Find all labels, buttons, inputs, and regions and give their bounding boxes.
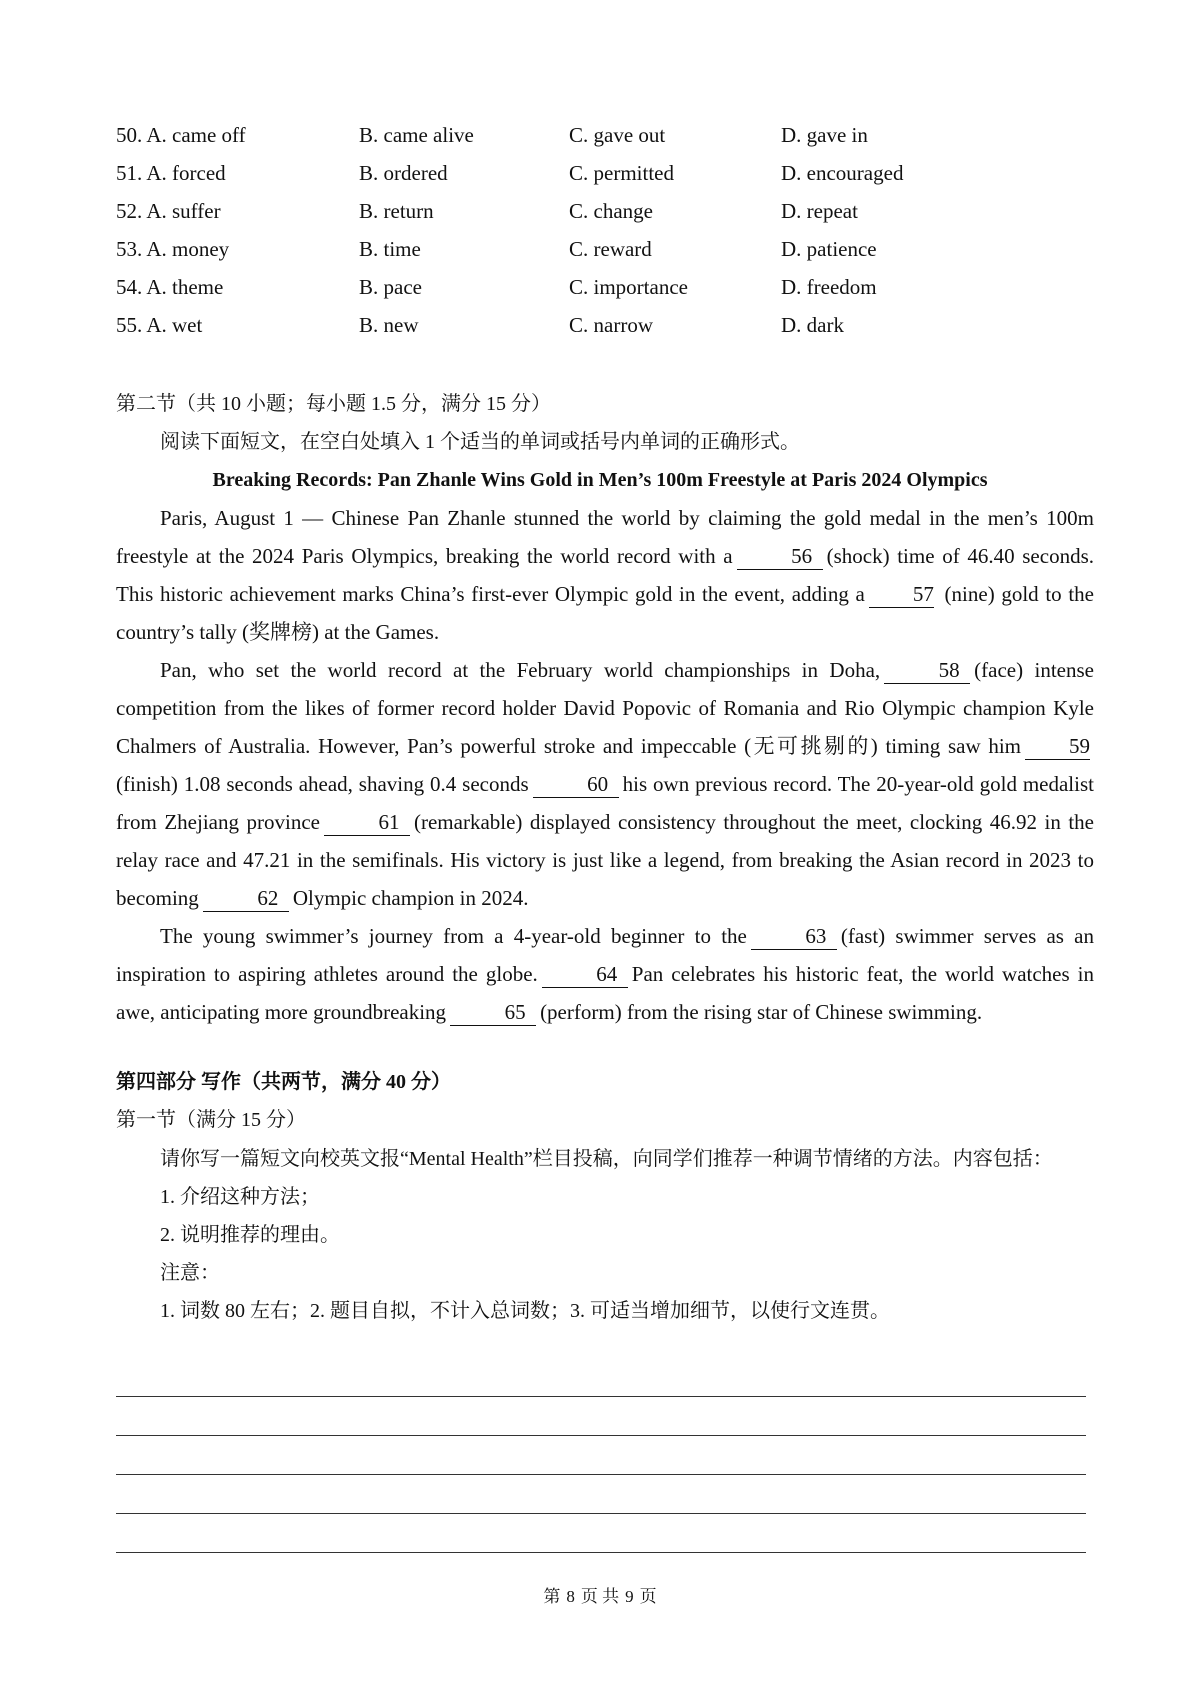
option-c: C. narrow xyxy=(569,313,653,337)
option-row xyxy=(116,230,1001,268)
passage-text: his own previous record. The 20-year-old gold medalist from Zhejiang province xyxy=(116,772,1094,834)
part4-heading: 第四部分 写作（共两节，满分 40 分） xyxy=(116,1071,451,1093)
blank-65: 65 xyxy=(450,999,536,1026)
blank-62: 62 xyxy=(203,885,289,912)
blank-59: 59 xyxy=(1025,733,1090,760)
option-b: B. ordered xyxy=(359,161,448,185)
passage-text: Pan, who set the world record at the February world championships in Doha, xyxy=(160,658,881,682)
paragraph-3 xyxy=(116,917,1094,1031)
answer-line[interactable] xyxy=(116,1552,1086,1553)
answer-line[interactable] xyxy=(116,1435,1086,1436)
option-c: C. reward xyxy=(569,237,652,261)
passage-text: (remarkable) displayed consistency throughout the meet, clocking 46.92 in the relay race and 47.21 in the semifinals. His victory is just like a legend, from breaking the Asian record in 2023 to becoming xyxy=(116,810,1095,910)
option-a: 50. A. came off xyxy=(116,123,246,147)
blank-57: 57 xyxy=(869,581,934,608)
article-title: Breaking Records: Pan Zhanle Wins Gold in Men’s 100m Freestyle at Paris 2024 Olympics xyxy=(212,469,988,491)
blank-56: 56 xyxy=(737,543,823,570)
part4-section1: 第一节（满分 15 分） xyxy=(116,1109,306,1131)
task-item-1: 1. 介绍这种方法； xyxy=(160,1186,320,1208)
passage-text: (shock) time of 46.40 seconds. This historic achievement marks China’s first-ever Olympic gold in the event, adding a xyxy=(116,544,1094,606)
note-text: 1. 词数 80 左右；2. 题目自拟，不计入总词数；3. 可适当增加细节，以使行文连贯。 xyxy=(160,1300,890,1322)
option-b: B. return xyxy=(359,199,434,223)
option-b: B. new xyxy=(359,313,419,337)
option-d: D. freedom xyxy=(781,275,877,299)
passage-text: (fast) swimmer serves as an inspiration to aspiring athletes around the globe. xyxy=(116,924,1094,986)
blank-63: 63 xyxy=(751,923,837,950)
option-a: 52. A. suffer xyxy=(116,199,221,223)
option-c: C. importance xyxy=(569,275,688,299)
answer-line[interactable] xyxy=(116,1396,1086,1397)
note-label: 注意： xyxy=(160,1262,220,1284)
answer-line[interactable] xyxy=(116,1513,1086,1514)
blank-64: 64 xyxy=(542,961,628,988)
answer-line[interactable] xyxy=(116,1474,1086,1475)
option-row xyxy=(116,192,1001,230)
paragraph-1 xyxy=(116,499,1094,651)
footer-page-number: 8 xyxy=(566,1587,575,1606)
blank-60: 60 xyxy=(533,771,619,798)
option-a: 55. A. wet xyxy=(116,313,203,337)
option-a: 54. A. theme xyxy=(116,275,224,299)
option-b: B. pace xyxy=(359,275,422,299)
option-a: 51. A. forced xyxy=(116,161,226,185)
page-footer xyxy=(0,1582,1200,1607)
option-b: B. time xyxy=(359,237,421,261)
passage-text: Olympic champion in 2024. xyxy=(292,886,529,910)
option-row xyxy=(116,306,1001,344)
passage-text: (perform) from the rising star of Chinese swimming. xyxy=(540,1000,983,1024)
option-d: D. dark xyxy=(781,313,844,337)
footer-total-pages: 9 xyxy=(625,1587,634,1606)
option-a: 53. A. money xyxy=(116,237,230,261)
writing-prompt: 请你写一篇短文向校英文报“Mental Health”栏目投稿，向同学们推荐一种调节情绪的方法。内容包括： xyxy=(160,1148,1053,1170)
passage-text: (finish) 1.08 seconds ahead, shaving 0.4 seconds xyxy=(116,772,529,796)
passage-text: Paris, August 1 — Chinese Pan Zhanle stunned the world by claiming the gold medal in the men’s 100m freestyle at the 2024 Paris Olympics, breaking the world record with a xyxy=(116,506,1094,568)
section2-instruction: 阅读下面短文，在空白处填入 1 个适当的单词或括号内单词的正确形式。 xyxy=(160,431,800,453)
article-passage xyxy=(116,499,1094,1031)
option-c: C. change xyxy=(569,199,653,223)
option-d: D. repeat xyxy=(781,199,858,223)
blank-58: 58 xyxy=(884,657,970,684)
writing-lines xyxy=(116,1396,1086,1591)
section2-heading: 第二节（共 10 小题；每小题 1.5 分，满分 15 分） xyxy=(116,393,551,415)
options-table xyxy=(116,116,1001,344)
footer-prefix: 第 xyxy=(543,1587,561,1606)
option-row xyxy=(116,116,1001,154)
passage-text: (nine) gold to the country’s tally (奖牌榜) at the Games. xyxy=(116,582,1095,644)
option-row xyxy=(116,154,1001,192)
footer-middle: 页 共 xyxy=(580,1587,620,1606)
option-c: C. permitted xyxy=(569,161,674,185)
option-d: D. gave in xyxy=(781,123,868,147)
footer-suffix: 页 xyxy=(639,1587,657,1606)
passage-text: Pan celebrates his historic feat, the world watches in awe, anticipating more groundbreaking xyxy=(116,962,1094,1024)
writing-task xyxy=(116,1140,1094,1330)
option-d: D. encouraged xyxy=(781,161,904,185)
passage-text: (face) intense competition from the likes of former record holder David Popovic of Romania and Rio Olympic champion Kyle Chalmers of Australia. However, Pan’s powerful stroke and impeccable (无可挑剔的) timing saw him xyxy=(116,658,1094,758)
option-row xyxy=(116,268,1001,306)
option-b: B. came alive xyxy=(359,123,474,147)
option-c: C. gave out xyxy=(569,123,666,147)
passage-text: The young swimmer’s journey from a 4-year-old beginner to the xyxy=(160,924,747,948)
blank-61: 61 xyxy=(324,809,410,836)
option-d: D. patience xyxy=(781,237,877,261)
task-item-2: 2. 说明推荐的理由。 xyxy=(160,1224,340,1246)
paragraph-2 xyxy=(116,651,1094,917)
